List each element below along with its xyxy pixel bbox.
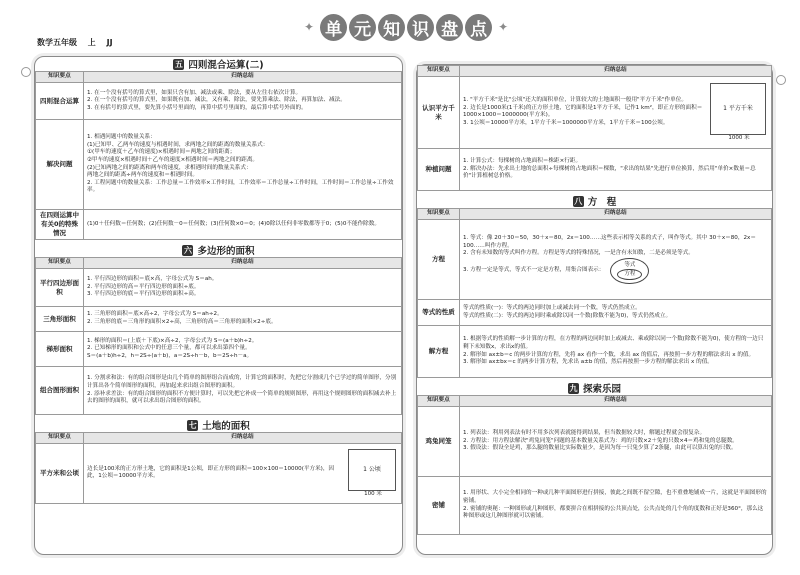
row-content: [460, 326, 772, 378]
text-line: 2. 添补求差法：有的组合图形的面积不方便计算时，可以先把它补成一个简单的规则图形，再用这个规则图形的面积减去补上去的图形的面积，就可以求出组合图形的面积。: [87, 390, 397, 405]
section-number: 九: [569, 383, 578, 393]
text-line: 1. 三角形的面积＝底×高÷2，字母公式为 S＝ah÷2。: [87, 311, 223, 318]
text-line: 1. 计算公式：每棵树的占地面积＝株距×行距。: [463, 158, 582, 165]
section-number: 六: [183, 245, 192, 255]
square-diagram: 1 公顷: [348, 449, 396, 491]
star-icon: ✦: [304, 20, 315, 34]
row-content: [460, 220, 772, 300]
section-title-text: 探索乐园: [582, 384, 621, 395]
text-line: 1. 用形状、大小完全相同的一种或几种平面图形进行拼接，彼此之间既不留空隙，也不重叠地铺成一片，这就是平面图形的密铺。: [463, 490, 767, 504]
banner-char: 识: [407, 14, 434, 41]
text-line: 1. 根据等式的性质解一步计算的方程，在方程的两边同时加上或减去、乘或除以同一个数(除数不能为0)，使方程的一边只剩下未知数x，求出x的值。: [463, 336, 764, 350]
text-line: 等式的性质(二)：等式的两边同时乘或除以同一个数(除数不能为0)，等式仍然成立。: [463, 312, 672, 319]
section-title: [417, 381, 772, 395]
column-header: 知识要点: [418, 396, 460, 407]
row-content: [460, 407, 772, 477]
edition-label: JJ: [106, 38, 113, 47]
section-title-text: 四则混合运算(二): [188, 60, 264, 71]
row-content: [84, 367, 402, 415]
row-content: [460, 300, 772, 326]
column-header: 归纳总结: [460, 396, 772, 407]
row-key: 种植问题: [418, 149, 460, 191]
section-number: 七: [188, 420, 197, 430]
text-line: 等式的性质(一)：等式的两边同时加上或减去同一个数，等式仍然成立。: [463, 304, 641, 311]
column-header: 归纳总结: [84, 433, 402, 444]
text-line: 3. 方程一定是等式，等式不一定是方程，用集合图表示：: [463, 267, 605, 274]
section-title: [35, 418, 402, 432]
side-length-label: 1000 米: [728, 134, 750, 141]
text-line: 两地之间的距离÷两车的速度和＝相遇时间。: [87, 172, 198, 179]
hectare-figure: [348, 449, 398, 498]
row-key: 平行四边形面积: [36, 269, 84, 307]
text-line: 2. 解决办法：先求出土地的总面积÷每棵树的占地面积＝棵数，"求出的结果"先进行单位换算，然后用"单价×数量＝总价"计算植树总价格。: [463, 165, 756, 180]
row-content: [460, 149, 772, 191]
section-5-table: [35, 71, 402, 240]
row-content: [460, 477, 772, 535]
column-header: 知识要点: [36, 72, 84, 83]
section-title: [35, 57, 402, 71]
text-line: 1. 列表法：利用列表法有时不用多次列表就能得到结果，但当数据较大时，解题过程就会很复杂。: [463, 430, 706, 437]
row-key: 平方米和公顷: [36, 444, 84, 504]
text-line: 2. 密铺的奥秘：一种图形或几种图形，都要拼合在相拼接的公共顶点处，公共点处的几个角的度数和正好是360°，那么这种图形或这几种图形就可以密铺。: [463, 505, 764, 520]
text-line: 3. 平行四边形的底＝平行四边形的面积÷高。: [87, 291, 200, 298]
row-key: 三角形面积: [36, 307, 84, 332]
row-key: 组合图形面积: [36, 367, 84, 415]
text-line: 3. 假设法：假设全是鸡，那么腿的数量比实际数量少，是因为每一只兔少算了2条腿，由此可以算出兔的只数。: [463, 445, 737, 452]
square-diagram: 1 平方千米: [710, 83, 766, 135]
text-line: 2. 平行四边形的高＝平行四边形的面积÷底。: [87, 283, 200, 290]
text-line: 2. 工程问题中的数量关系：工作总量＝工作效率×工作时间，工作效率＝工作总量÷工作时间，工作时间＝工作总量÷工作效率。: [87, 179, 394, 194]
row-key: 密铺: [418, 477, 460, 535]
section-title-text: 土地的面积: [202, 421, 250, 432]
banner-char: 元: [349, 14, 376, 41]
row-content: [84, 83, 402, 120]
text-line: 边长是100米的正方形土地，它的面积是1公顷，即正方形的面积＝100×100＝10000(平方米)，因此，1公顷＝10000平方米。: [87, 465, 335, 480]
set-diagram: [610, 258, 649, 284]
row-key: 四则混合运算: [36, 83, 84, 120]
column-header: 知识要点: [36, 258, 84, 269]
text-line: 1. "平方千米"是比"公顷"还大的面积单位，计算较大的土地面积一般用"平方千米"作单位。: [463, 97, 687, 104]
row-content: [84, 269, 402, 307]
row-key: 方程: [418, 220, 460, 300]
column-header: 归纳总结: [460, 66, 772, 77]
row-key: 在四则运算中有关0的特殊情况: [36, 210, 84, 240]
section-8-table: [417, 208, 772, 378]
text-line: (2)已知两地之间的距离和两车的速度，求相遇时间的数量关系式：: [87, 164, 252, 171]
row-content: [84, 444, 402, 504]
text-line: 1. 梯形的面积＝(上底＋下底)×高÷2，字母公式为 S＝(a＋b)h÷2。: [87, 337, 258, 344]
row-key: 鸡兔同笼: [418, 407, 460, 477]
row-key: 解决问题: [36, 120, 84, 210]
column-header: 归纳总结: [84, 72, 402, 83]
text-line: 1. 在一个没有括号的算式里，如果只含有加、减法或乘、除法，要从左往右依次计算。: [87, 89, 302, 96]
text-line: 2. 含有未知数的等式叫作方程。方程是等式的特殊情况，一是含有未知数，二是必须是等式。: [463, 250, 694, 257]
binder-hole-icon: [776, 75, 786, 85]
text-line: 1. 分割求和法：有的组合图形是由几个简单的图形组合而成的，计算它的面积时，先把它分割成几个已学过的简单图形，分别计算出各个简单图形的面积，再加起来求出组合图形的面积。: [87, 375, 397, 389]
text-line: 2. 在一个没有括号的算式里，如果既有加、减法，又有乘、除法，要先算乘法、除法，再算加法、减法。: [87, 97, 346, 104]
text-line: S＝(a＋b)h÷2，h＝2S÷(a＋b)，a＝2S÷h－b，b＝2S÷h－a。: [87, 352, 253, 359]
banner-char: 单: [320, 14, 347, 41]
text-line: 1. 等式：像 20＋30＝50，30＋x＝80，2x＝100……这些表示相等关系的式子，叫作等式。其中 30＋x＝80，2x＝100……叫作方程。: [463, 235, 756, 249]
banner-char: 点: [465, 14, 492, 41]
text-line: ②甲车的速度×相遇时间＋乙车的速度×相遇时间＝两地之间的距离。: [87, 156, 259, 163]
volume-label: 上: [87, 38, 96, 47]
text-line: 2. 已知梯形的面积和公式中的任意三个量，都可以求出第四个量。: [87, 345, 251, 352]
text-line: (1)0＋任何数＝任何数；(2)任何数－0＝任何数；(3)任何数×0＝0；(4)0除以任何非零数都等于0；(5)0不能作除数。: [87, 220, 380, 227]
outer-set-label: 等式: [624, 261, 636, 268]
square-km-figure: [710, 83, 768, 142]
banner-char: 知: [378, 14, 405, 41]
left-panel: [34, 56, 403, 555]
section-9-table: [417, 395, 772, 535]
text-line: 3. 在有括号的算式里，要先算小括号里面的，再算中括号里面的，最后算中括号外面的。: [87, 104, 307, 111]
row-key: 解方程: [418, 326, 460, 378]
section-title-text: 多边形的面积: [197, 246, 255, 257]
text-line: 3. 1公顷＝10000平方米，1平方千米＝1000000平方米，1平方千米＝100公顷。: [463, 120, 669, 127]
text-line: 2. 方程法：用方程法解决"鸡兔同笼"问题的基本数量关系式为：鸡的只数×2＋兔的只数×4＝鸡和兔的总腿数。: [463, 437, 738, 444]
grade-label: [37, 37, 121, 48]
section-number: 八: [574, 196, 583, 206]
row-content: [84, 307, 402, 332]
inner-set: [617, 269, 642, 280]
row-content: [84, 120, 402, 210]
section-number: 五: [174, 59, 183, 69]
row-key: 认识平方千米: [418, 77, 460, 149]
unit-review-banner: [300, 12, 512, 42]
column-header: 归纳总结: [84, 258, 402, 269]
column-header: 知识要点: [418, 209, 460, 220]
row-key: 等式的性质: [418, 300, 460, 326]
text-line: 2. 解形如 ax±b＝c 的两步计算的方程，先将 ax 看作一个数，求出 ax 的值后，再按照一步方程的解法求出 x 的值。: [463, 351, 755, 358]
section-title: [35, 243, 402, 257]
text-line: ①(甲车的速度＋乙车的速度)×相遇时间＝两地之间的距离；: [87, 149, 236, 156]
column-header: 知识要点: [36, 433, 84, 444]
text-line: 1. 相遇问题中的数量关系：: [87, 134, 156, 141]
text-line: 1. 平行四边形的面积＝底×高，字母公式为 S＝ah。: [87, 276, 218, 283]
row-content: [84, 210, 402, 240]
text-line: 2. 边长是1000米(1千米)的正方形土地，它的面积是1平方千米，记作1 km²，即正方形的面积＝1000×1000＝1000000(平方米)。: [463, 104, 703, 119]
column-header: 归纳总结: [460, 209, 772, 220]
section-title-text: 方 程: [587, 197, 617, 208]
row-key: 梯形面积: [36, 332, 84, 367]
column-header: 知识要点: [418, 66, 460, 77]
inner-set-label: 方程: [624, 270, 636, 277]
star-icon: ✦: [498, 20, 509, 34]
section-6-table: [35, 257, 402, 415]
side-length-label: 100 米: [364, 490, 382, 497]
right-top-table: [417, 65, 772, 191]
text-line: 2. 三角形的底＝三角形的面积×2÷高，三角形的高＝三角形的面积×2÷底。: [87, 319, 277, 325]
text-line: 3. 解形如 ax±bx＝c 的两步计算方程，先求出 a±b 的值，然后再按照一步方程的解法求出 x 的值。: [463, 359, 713, 366]
row-content: [460, 77, 772, 149]
text-line: (1)已知甲、乙两车的速度与相遇时间，求两地之间的距离的数量关系式：: [87, 141, 269, 148]
subject-label: 数学五年级: [37, 38, 77, 47]
section-title: [417, 194, 772, 208]
banner-char: 盘: [436, 14, 463, 41]
binder-hole-icon: [21, 67, 31, 77]
section-7-table: [35, 432, 402, 504]
right-panel: [416, 64, 773, 555]
row-content: [84, 332, 402, 367]
